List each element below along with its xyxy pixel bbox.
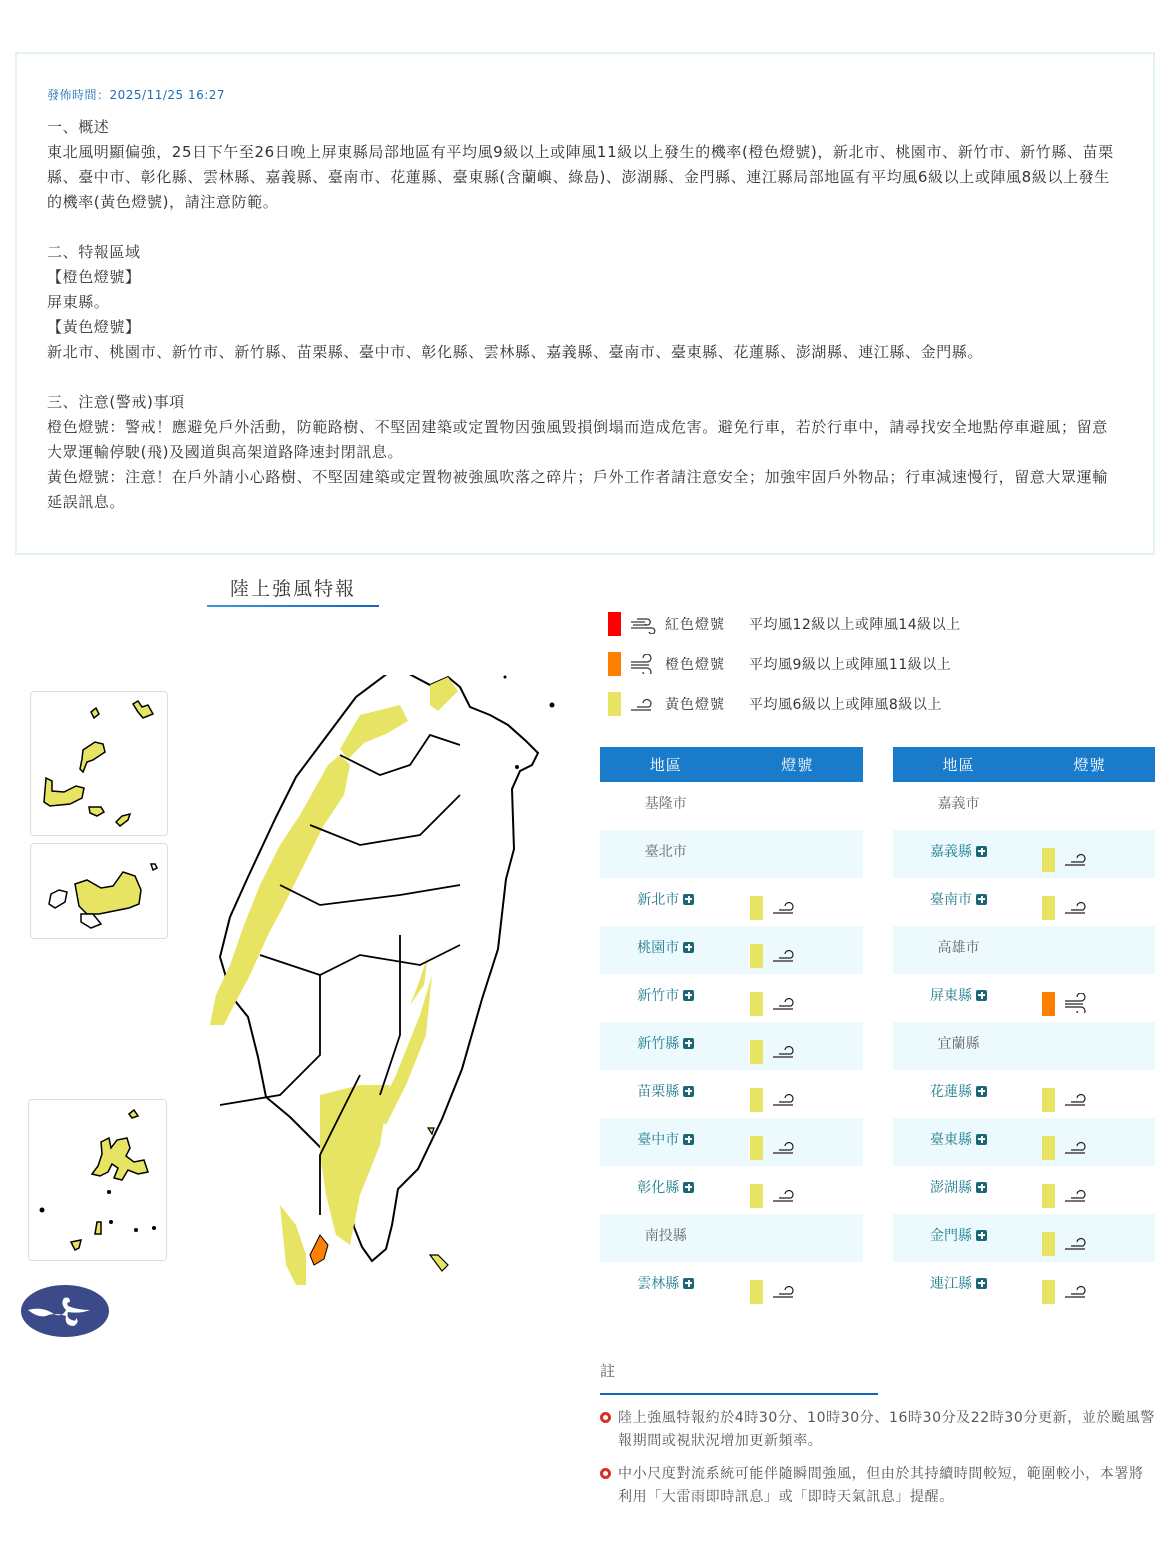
expand-plus-icon[interactable] [683, 990, 694, 1001]
notice-body [47, 115, 1123, 515]
signal-cell [1024, 1128, 1155, 1160]
section-heading: 三、注意(警戒)事項 [47, 393, 185, 411]
region-name[interactable] [893, 1128, 1024, 1150]
expand-plus-icon[interactable] [976, 1134, 987, 1145]
expand-plus-icon[interactable] [683, 1134, 694, 1145]
breeze-icon [1063, 1137, 1091, 1157]
region-label: 基隆市 [644, 796, 687, 812]
signal-cell [1024, 840, 1155, 872]
expand-plus-icon[interactable] [976, 1278, 987, 1289]
header-signal: 燈號 [781, 756, 814, 774]
table-row [893, 926, 1155, 974]
region-label: 嘉義市 [937, 796, 980, 812]
expand-plus-icon[interactable] [976, 990, 987, 1001]
region-name[interactable] [600, 1080, 732, 1102]
signal-cell [732, 1128, 864, 1160]
region-label[interactable]: 新北市 [637, 892, 680, 908]
table-row [600, 1118, 863, 1166]
breeze-icon [771, 1137, 799, 1157]
region-name[interactable] [893, 888, 1024, 910]
table-row [600, 1022, 863, 1070]
region-name[interactable] [600, 1128, 732, 1150]
yellow-signal-swatch [750, 992, 763, 1016]
region-label[interactable]: 桃園市 [637, 940, 680, 956]
yellow-signal-swatch [1042, 1088, 1055, 1112]
region-label: 宜蘭縣 [937, 1036, 980, 1052]
note-text: 陸上強風特報約於4時30分、10時30分、16時30分及22時30分更新，並於颱風警報期間或視狀況增加更新頻率。 [618, 1410, 1155, 1449]
header-signal: 燈號 [1073, 756, 1106, 774]
orange-label: 【橙色燈號】 [47, 268, 141, 286]
yellow-signal-swatch [750, 896, 763, 920]
table-header [600, 747, 863, 782]
orange-advice: 橙色燈號：警戒！應避免戶外活動，防範路樹、不堅固建築或定置物因強風毀損倒塌而造成危害。避免行車，若於行車中，請尋找安全地點停車避風；留意大眾運輸停駛(飛)及國道與高架道路降速封閉訊息。 [47, 418, 1108, 461]
orange-areas: 屏東縣。 [47, 293, 110, 311]
legend-desc: 平均風9級以上或陣風11級以上 [749, 657, 952, 673]
table-row [600, 974, 863, 1022]
breeze-icon [771, 945, 799, 965]
yellow-advice: 黃色燈號：注意！在戶外請小心路樹、不堅固建築或定置物被強風吹落之碎片；戶外工作者請注意安全；加強牢固戶外物品；行車減速慢行，留意大眾運輸延誤訊息。 [47, 468, 1108, 511]
yellow-signal-swatch [1042, 1280, 1055, 1304]
yellow-signal-swatch [1042, 848, 1055, 872]
yellow-signal-swatch [750, 1136, 763, 1160]
bullet-icon [600, 1412, 611, 1423]
yellow-swatch [608, 692, 621, 716]
region-label[interactable]: 屏東縣 [930, 988, 972, 1004]
region-name[interactable] [600, 888, 732, 910]
table-row [893, 1166, 1155, 1214]
region-name[interactable] [893, 1272, 1024, 1294]
inset-penghu[interactable] [28, 1099, 167, 1261]
region-name[interactable] [600, 1176, 732, 1198]
expand-plus-icon[interactable] [976, 846, 987, 857]
breeze-icon [771, 1185, 799, 1205]
legend-desc: 平均風6級以上或陣風8級以上 [749, 697, 942, 713]
expand-plus-icon[interactable] [683, 1182, 694, 1193]
note-item [600, 1463, 1155, 1509]
region-table-left [600, 747, 863, 1310]
yellow-signal-swatch [1042, 896, 1055, 920]
breeze-icon [1063, 897, 1091, 917]
taiwan-main-map[interactable] [160, 675, 570, 1295]
signal-cell [732, 888, 864, 920]
table-row [893, 1022, 1155, 1070]
breeze-icon [771, 1089, 799, 1109]
signal-cell [1024, 1176, 1155, 1208]
region-label[interactable]: 臺東縣 [930, 1132, 972, 1148]
signal-cell [1024, 888, 1155, 920]
signal-cell [1024, 1224, 1155, 1256]
region-name [600, 1224, 732, 1246]
expand-plus-icon[interactable] [683, 1038, 694, 1049]
red-swatch [608, 612, 621, 636]
yellow-label: 【黃色燈號】 [47, 318, 141, 336]
table-row [600, 1166, 863, 1214]
table-row [893, 1118, 1155, 1166]
signal-cell [1024, 984, 1155, 1016]
cwa-logo [20, 1284, 110, 1338]
header-region: 地區 [942, 756, 975, 774]
expand-plus-icon[interactable] [976, 1230, 987, 1241]
signal-cell [1024, 1080, 1155, 1112]
region-name[interactable] [893, 840, 1024, 862]
region-label[interactable]: 臺南市 [930, 892, 972, 908]
yellow-signal-swatch [750, 1040, 763, 1064]
region-label: 南投縣 [644, 1228, 687, 1244]
region-name[interactable] [893, 1176, 1024, 1198]
breeze-icon [771, 897, 799, 917]
region-name[interactable] [600, 1272, 732, 1294]
expand-plus-icon[interactable] [976, 894, 987, 905]
table-row [893, 1214, 1155, 1262]
region-label[interactable]: 彰化縣 [637, 1180, 680, 1196]
table-row [893, 974, 1155, 1022]
inset-kinmen[interactable] [30, 843, 168, 939]
section-heading: 二、特報區域 [47, 243, 141, 261]
table-row [600, 1214, 863, 1262]
region-label[interactable]: 澎湖縣 [930, 1180, 972, 1196]
yellow-signal-swatch [1042, 1184, 1055, 1208]
region-label: 臺北市 [644, 844, 687, 860]
table-row [893, 782, 1155, 830]
region-label[interactable]: 雲林縣 [637, 1276, 680, 1292]
orange-signal-swatch [1042, 992, 1055, 1016]
signal-legend [608, 612, 961, 732]
yellow-signal-swatch [750, 944, 763, 968]
table-row [600, 926, 863, 974]
table-row [600, 878, 863, 926]
region-label[interactable]: 金門縣 [930, 1228, 972, 1244]
breeze-icon [771, 1041, 799, 1061]
region-label[interactable]: 連江縣 [930, 1276, 972, 1292]
breeze-icon [771, 1281, 799, 1301]
region-label[interactable]: 臺中市 [637, 1132, 680, 1148]
notes-section [600, 1360, 1155, 1519]
table-row [893, 830, 1155, 878]
signal-cell [732, 1272, 864, 1304]
region-label: 高雄市 [937, 940, 980, 956]
legend-red [608, 612, 961, 636]
region-name [893, 792, 1024, 814]
signal-cell [732, 936, 864, 968]
region-label[interactable]: 苗栗縣 [637, 1084, 680, 1100]
breeze-icon [1063, 1281, 1091, 1301]
yellow-signal-swatch [750, 1088, 763, 1112]
strong-wind-icon [629, 614, 657, 634]
expand-plus-icon[interactable] [976, 1086, 987, 1097]
region-name [600, 840, 732, 862]
table-row [893, 878, 1155, 926]
wind-icon [629, 654, 657, 674]
region-name[interactable] [893, 984, 1024, 1006]
breeze-icon [1063, 1233, 1091, 1253]
issue-time: 發佈時間：2025/11/25 16:27 [47, 88, 226, 102]
region-name [893, 936, 1024, 958]
region-name [600, 792, 732, 814]
expand-plus-icon[interactable] [683, 1086, 694, 1097]
note-item [600, 1407, 1155, 1453]
table-header [893, 747, 1155, 782]
breeze-icon [1063, 1185, 1091, 1205]
expand-plus-icon[interactable] [683, 1278, 694, 1289]
region-name[interactable] [893, 1224, 1024, 1246]
region-label[interactable]: 花蓮縣 [930, 1084, 972, 1100]
bullet-icon [600, 1468, 611, 1479]
orange-swatch [608, 652, 621, 676]
overview-text: 東北風明顯偏強，25日下午至26日晚上屏東縣局部地區有平均風9級以上或陣風11級以上發生的機率(橙色燈號)，新北市、桃園市、新竹市、新竹縣、苗栗縣、臺中市、彰化縣、雲林縣、嘉義縣、臺南市、花蓮縣、臺東縣(含蘭嶼、綠島)、澎湖縣、金門縣、連江縣局部地區有平均風6級以上或陣風8級以上發生的機率(黃色燈號)，請注意防範。 [47, 143, 1114, 211]
region-name [893, 1032, 1024, 1054]
table-row [600, 830, 863, 878]
yellow-signal-swatch [750, 1280, 763, 1304]
breeze-icon [629, 694, 657, 714]
yellow-signal-swatch [1042, 1136, 1055, 1160]
legend-label: 黃色燈號 [665, 697, 725, 713]
inset-matsu[interactable] [30, 691, 168, 836]
notice-panel [15, 52, 1155, 555]
signal-cell [732, 984, 864, 1016]
notes-title: 註 [600, 1360, 878, 1395]
map-title: 陸上強風特報 [207, 574, 379, 607]
legend-orange [608, 652, 961, 676]
region-name[interactable] [893, 1080, 1024, 1102]
region-label[interactable]: 新竹市 [637, 988, 680, 1004]
signal-cell [732, 1032, 864, 1064]
region-name[interactable] [600, 936, 732, 958]
header-region: 地區 [649, 756, 682, 774]
region-label[interactable]: 新竹縣 [637, 1036, 680, 1052]
warning-map [0, 600, 580, 1350]
signal-cell [1024, 1272, 1155, 1304]
legend-label: 紅色燈號 [665, 617, 725, 633]
breeze-icon [771, 993, 799, 1013]
signal-cell [732, 1080, 864, 1112]
table-row [600, 1070, 863, 1118]
signal-cell [732, 1176, 864, 1208]
expand-plus-icon[interactable] [683, 894, 694, 905]
breeze-icon [1063, 849, 1091, 869]
wind-icon [1063, 993, 1091, 1013]
legend-desc: 平均風12級以上或陣風14級以上 [749, 617, 961, 633]
table-row [893, 1262, 1155, 1310]
expand-plus-icon[interactable] [976, 1182, 987, 1193]
legend-yellow [608, 692, 961, 716]
breeze-icon [1063, 1089, 1091, 1109]
table-row [600, 1262, 863, 1310]
expand-plus-icon[interactable] [683, 942, 694, 953]
table-row [893, 1070, 1155, 1118]
region-name[interactable] [600, 1032, 732, 1054]
yellow-signal-swatch [750, 1184, 763, 1208]
legend-label: 橙色燈號 [665, 657, 725, 673]
region-label[interactable]: 嘉義縣 [930, 844, 972, 860]
yellow-areas: 新北市、桃園市、新竹市、新竹縣、苗栗縣、臺中市、彰化縣、雲林縣、嘉義縣、臺南市、臺東縣、花蓮縣、澎湖縣、連江縣、金門縣。 [47, 343, 984, 361]
region-table-right [893, 747, 1155, 1310]
section-heading: 一、概述 [47, 118, 110, 136]
region-name[interactable] [600, 984, 732, 1006]
yellow-signal-swatch [1042, 1232, 1055, 1256]
table-row [600, 782, 863, 830]
note-text: 中小尺度對流系統可能伴隨瞬間強風，但由於其持續時間較短，範圍較小，本署將利用「大雷雨即時訊息」或「即時天氣訊息」提醒。 [618, 1466, 1144, 1505]
